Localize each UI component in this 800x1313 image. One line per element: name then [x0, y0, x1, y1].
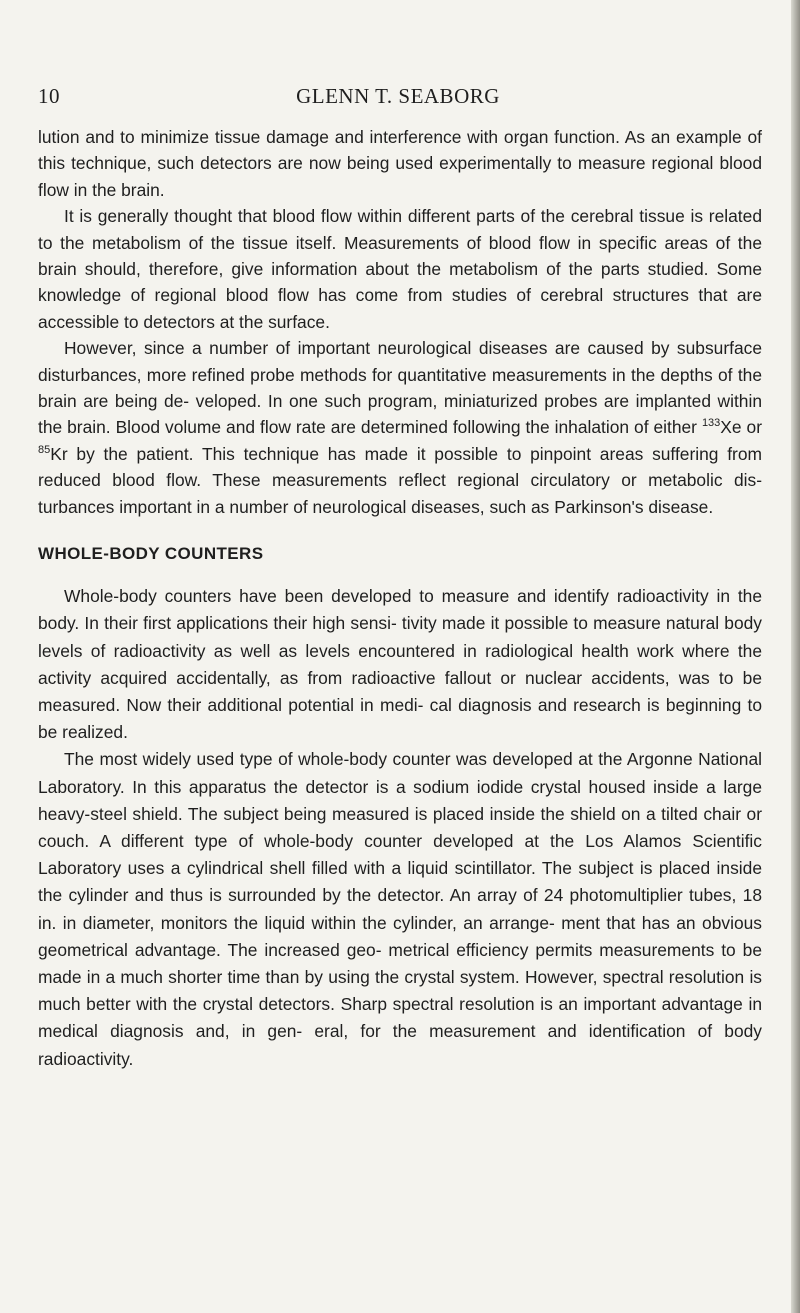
page-header [38, 84, 758, 110]
page-edge-shadow [791, 0, 800, 1313]
text-run: However, since a number of important neurological diseases are caused by subsurface disturbances, more refined probe methods for quantitative measurements in the depths of the brain are being de- veloped. In one such program, miniaturized probes are implanted within the brain. Blood volume and flow rate are determined following the inhalation of either [38, 338, 762, 438]
page-number: 10 [38, 84, 60, 108]
isotope-mass-number: 133 [701, 417, 721, 430]
running-head: GLENN T. SEABORG [296, 84, 500, 108]
paragraph [38, 335, 762, 520]
text-run: Kr by the patient. This technique has made it possible to pinpoint areas suffering from reduced blood flow. These measurements reflect regional circulatory or metabolic dis- turbances important in a number of neurological diseases, such as Parkinson's disease. [38, 443, 762, 517]
paragraph: It is generally thought that blood flow within different parts of the cerebral tissue is related to the metabolism of the tissue itself. Measurements of blood flow in specific areas of the brain should, therefore, give information about the metabolism of the parts studied. Some knowledge of regional blood flow has come from studies of cerebral structures that are accessible to detectors at the surface. [38, 206, 762, 332]
page-body [38, 124, 762, 1073]
paragraph: Whole-body counters have been developed to measure and identify radioactivity in the body. In their first applications their high sensi- tivity made it possible to measure natural body levels of radioactivity as well as levels encountered in radiological health work where the activity acquired accidentally, as from radioactive fallout or nuclear accidents, was to be measured. Now their additional potential in medi- cal diagnosis and research is beginning to be realized. [38, 586, 762, 743]
paragraph: The most widely used type of whole-body counter was developed at the Argonne National Laboratory. In this apparatus the detector is a sodium iodide crystal housed inside a large heavy-steel shield. The subject being measured is placed inside the shield on a tilted chair or couch. A different type of whole-body counter developed at the Los Alamos Scientific Laboratory uses a cylindrical shell filled with a liquid scintillator. The subject is placed inside the cylinder and thus is surrounded by the detector. An array of 24 photomultiplier tubes, 18 in. in diameter, monitors the liquid within the cylinder, an arrange- ment that has an obvious geometrical advantage. The increased geo- metrical efficiency permits measurements to be made in a much shorter time than by using the crystal system. However, spectral resolution is much better with the crystal detectors. Sharp spectral resolution is an important advantage in medical diagnosis and, in gen- eral, for the measurement and identification of body radioactivity. [38, 749, 762, 1069]
section-heading: WHOLE-BODY COUNTERS [38, 544, 264, 564]
isotope-mass-number: 85 [38, 443, 51, 456]
text-run: Xe or [720, 417, 762, 438]
paragraph: lution and to minimize tissue damage and interference with organ function. As an example of this technique, such detectors are now being used experimentally to measure regional blood flow in the brain. [38, 127, 762, 200]
